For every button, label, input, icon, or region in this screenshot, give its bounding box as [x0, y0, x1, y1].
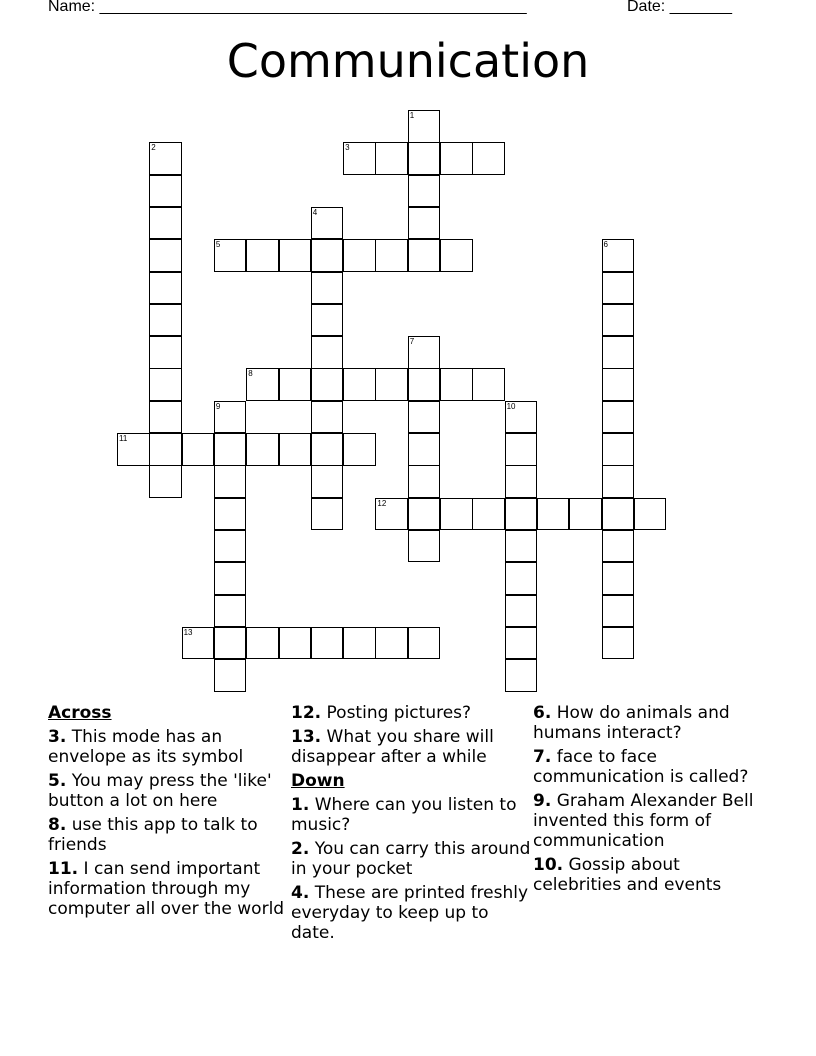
grid-cell[interactable]	[602, 239, 635, 272]
grid-cell[interactable]	[505, 433, 538, 466]
grid-cell[interactable]	[149, 465, 182, 498]
grid-cell[interactable]	[602, 401, 635, 434]
grid-cell[interactable]	[311, 336, 344, 369]
clue-number: 8	[248, 369, 253, 379]
grid-cell[interactable]	[279, 368, 312, 401]
grid-cell[interactable]	[375, 368, 408, 401]
clue-number: 7	[409, 337, 415, 347]
clue-column-3	[533, 702, 773, 899]
grid-cell[interactable]	[343, 239, 376, 272]
grid-cell[interactable]	[343, 142, 376, 175]
grid-cell[interactable]	[214, 401, 247, 434]
grid-cell[interactable]	[408, 465, 441, 498]
down-heading: Down	[291, 771, 345, 791]
grid-cell[interactable]	[602, 595, 635, 628]
grid-cell[interactable]	[214, 627, 247, 660]
grid-cell[interactable]	[472, 142, 505, 175]
grid-cell[interactable]	[311, 239, 344, 272]
grid-cell[interactable]	[634, 498, 667, 531]
grid-cell[interactable]	[214, 498, 247, 531]
grid-cell[interactable]	[602, 498, 635, 531]
grid-cell[interactable]	[246, 627, 279, 660]
clue-down-6: 6. How do animals and humans interact?	[533, 703, 730, 743]
date-field: Date: _______	[627, 0, 732, 15]
clue-down-7: 7. face to face communication is called?	[533, 747, 749, 787]
grid-cell[interactable]	[149, 433, 182, 466]
clue-across-11: 11. I can send important information through my computer all over the world	[48, 859, 285, 919]
grid-cell[interactable]	[214, 595, 247, 628]
clue-down-4: 4. These are printed freshly everyday to keep up to date.	[291, 883, 529, 943]
grid-cell[interactable]	[149, 142, 182, 175]
grid-cell[interactable]	[246, 433, 279, 466]
clue-across-12: 12. Posting pictures?	[291, 703, 472, 723]
grid-cell[interactable]	[149, 368, 182, 401]
clue-across-3: 3. This mode has an envelope as its symbol	[48, 727, 244, 767]
grid-cell[interactable]	[214, 239, 247, 272]
grid-cell[interactable]	[375, 498, 408, 531]
grid-cell[interactable]	[602, 433, 635, 466]
grid-cell[interactable]	[117, 433, 150, 466]
grid-cell[interactable]	[311, 627, 344, 660]
grid-cell[interactable]	[472, 498, 505, 531]
clue-down-2: 2. You can carry this around in your pocket	[291, 839, 531, 879]
grid-cell[interactable]	[246, 368, 279, 401]
clue-number: 11	[119, 434, 128, 443]
grid-cell[interactable]	[408, 239, 441, 272]
clue-number: 13	[183, 627, 193, 637]
grid-cell[interactable]	[214, 465, 247, 498]
grid-cell[interactable]	[311, 401, 344, 434]
grid-cell[interactable]	[149, 175, 182, 208]
grid-cell[interactable]	[311, 465, 344, 498]
clue-down-9: 9. Graham Alexander Bell invented this form of communication	[533, 791, 754, 851]
clue-across-8: 8. use this app to talk to friends	[48, 815, 258, 855]
grid-cell[interactable]	[440, 239, 473, 272]
grid-cell[interactable]	[440, 142, 473, 175]
grid-cell[interactable]	[246, 239, 279, 272]
grid-cell[interactable]	[505, 562, 538, 595]
grid-cell[interactable]	[214, 530, 247, 563]
clue-number: 12	[377, 498, 387, 508]
grid-cell[interactable]	[408, 207, 441, 240]
grid-cell[interactable]	[602, 530, 635, 563]
grid-cell[interactable]	[505, 659, 538, 692]
grid-cell[interactable]	[440, 368, 473, 401]
clue-number: 4	[312, 207, 318, 217]
grid-cell[interactable]	[602, 465, 635, 498]
grid-cell[interactable]	[279, 627, 312, 660]
name-field: Name: ________________________________________________	[48, 0, 527, 15]
clue-number: 5	[215, 240, 221, 250]
grid-cell[interactable]	[408, 336, 441, 369]
grid-cell[interactable]	[505, 465, 538, 498]
clue-number: 1	[409, 111, 415, 120]
grid-cell[interactable]	[602, 304, 635, 337]
grid-cell[interactable]	[311, 498, 344, 531]
grid-cell[interactable]	[602, 562, 635, 595]
grid-cell[interactable]	[440, 498, 473, 531]
grid-cell[interactable]	[343, 627, 376, 660]
clue-down-10: 10. Gossip about celebrities and events	[533, 855, 722, 895]
grid-cell[interactable]	[505, 595, 538, 628]
grid-cell[interactable]	[408, 530, 441, 563]
clue-number: 10	[506, 401, 516, 411]
grid-cell[interactable]	[602, 272, 635, 305]
grid-cell[interactable]	[343, 368, 376, 401]
grid-cell[interactable]	[602, 368, 635, 401]
grid-cell[interactable]	[343, 433, 376, 466]
grid-cell[interactable]	[311, 433, 344, 466]
grid-cell[interactable]	[602, 627, 635, 660]
grid-cell[interactable]	[408, 142, 441, 175]
clue-down-1: 1. Where can you listen to music?	[291, 795, 517, 835]
grid-cell[interactable]	[602, 336, 635, 369]
grid-cell[interactable]	[408, 175, 441, 208]
grid-cell[interactable]	[311, 304, 344, 337]
grid-cell[interactable]	[375, 239, 408, 272]
grid-cell[interactable]	[408, 498, 441, 531]
clue-number: 2	[151, 143, 156, 153]
grid-cell[interactable]	[472, 368, 505, 401]
grid-cell[interactable]	[214, 659, 247, 692]
grid-cell[interactable]	[214, 433, 247, 466]
grid-cell[interactable]	[505, 401, 538, 434]
clue-number: 3	[345, 143, 350, 153]
grid-cell[interactable]	[149, 336, 182, 369]
grid-cell[interactable]	[537, 498, 570, 531]
grid-cell[interactable]	[408, 433, 441, 466]
clue-column-2	[291, 702, 531, 947]
grid-cell[interactable]	[505, 498, 538, 531]
grid-cell[interactable]	[149, 239, 182, 272]
grid-cell[interactable]	[569, 498, 602, 531]
clue-column-1	[48, 702, 288, 923]
grid-cell[interactable]	[408, 110, 441, 143]
grid-cell[interactable]	[149, 272, 182, 305]
grid-cell[interactable]	[182, 627, 215, 660]
clue-across-5: 5. You may press the 'like' button a lot on here	[48, 771, 272, 811]
grid-cell[interactable]	[279, 239, 312, 272]
grid-cell[interactable]	[311, 207, 344, 240]
grid-cell[interactable]	[149, 304, 182, 337]
grid-cell[interactable]	[505, 530, 538, 563]
grid-cell[interactable]	[505, 627, 538, 660]
grid-cell[interactable]	[311, 368, 344, 401]
grid-cell[interactable]	[182, 433, 215, 466]
grid-cell[interactable]	[408, 401, 441, 434]
grid-cell[interactable]	[214, 562, 247, 595]
grid-cell[interactable]	[279, 433, 312, 466]
grid-cell[interactable]	[375, 142, 408, 175]
clue-number: 6	[603, 240, 608, 250]
page-title: Communication	[226, 34, 590, 88]
grid-cell[interactable]	[375, 627, 408, 660]
grid-cell[interactable]	[408, 368, 441, 401]
across-heading: Across	[48, 703, 112, 723]
grid-cell[interactable]	[311, 272, 344, 305]
grid-cell[interactable]	[149, 207, 182, 240]
grid-cell[interactable]	[408, 627, 441, 660]
clue-number: 9	[215, 401, 221, 411]
clue-across-13: 13. What you share will disappear after a while	[291, 727, 494, 767]
grid-cell[interactable]	[149, 401, 182, 434]
